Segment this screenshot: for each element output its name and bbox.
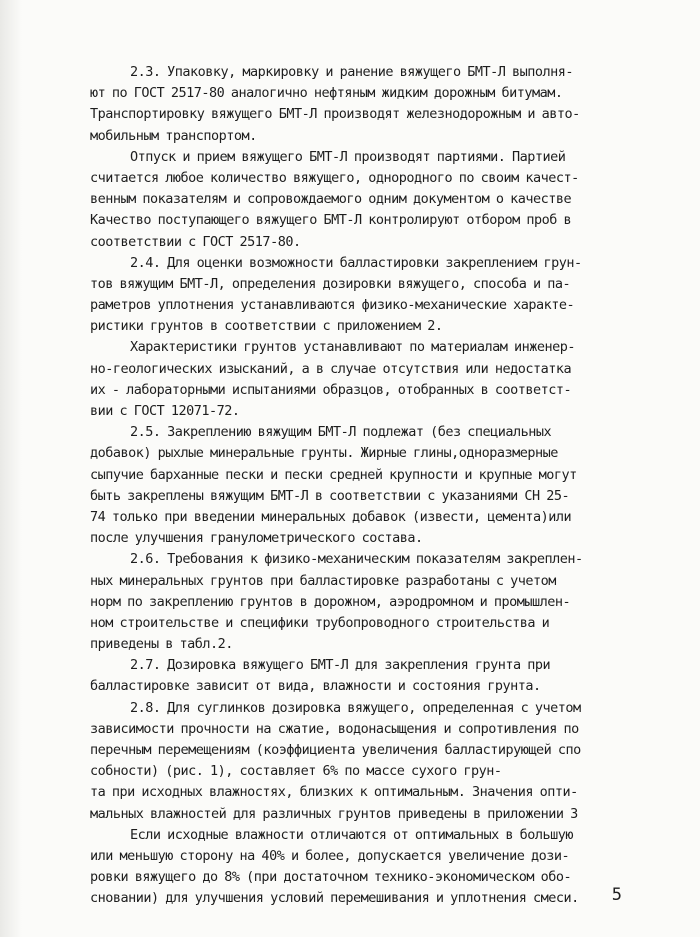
text-line: ристики грунтов в соответствии с приложением 2. [90, 318, 443, 335]
text-line: перечным перемещениям (коэффициента увеличения балластирующей спо [90, 742, 581, 758]
text-line: ровки вяжущего до 8% (при достаточном технико-экономическом обо- [90, 869, 572, 886]
text-line: 2.4. Для оценки возможности балластировки закреплением грун- [130, 254, 582, 271]
text-line: или меньшую сторону на 40% и более, допускается увеличение дози- [90, 847, 570, 864]
document-text-body [90, 62, 636, 910]
text-line: вии с ГОСТ 12071-72. [90, 403, 240, 419]
text-line: мальных влажностей для различных грунтов приведены в приложении 3 [90, 805, 578, 822]
text-line: та при исходных влажностях, близких к оптимальным. Значения опти- [90, 784, 578, 801]
text-line: зависимости прочности на сжатие, водонасыщения и сопротивления по [90, 720, 579, 737]
text-line: ют по ГОСТ 2517-80 аналогично нефтяным жидким дорожным битумам. [90, 85, 563, 102]
text-line: венным показателям и сопровождаемого одним документом о качестве [90, 191, 572, 208]
text-line: Транспортировку вяжущего БМТ-Л производят железнодорожным и авто- [90, 106, 580, 123]
text-line: 2.7. Дозировка вяжущего БМТ-Л для закрепления грунта при [130, 657, 551, 674]
text-line: после улучшения гранулометрического состава. [90, 530, 423, 547]
text-line: их - лабораторными испытаниями образцов, отобранных в соответст- [90, 381, 572, 398]
text-line: считается любое количество вяжущего, однородного по своим качест- [90, 169, 579, 186]
scan-edge-shadow [0, 0, 22, 937]
text-line: добавок) рыхлые минеральные грунты. Жирные глины,одноразмерные [90, 445, 558, 462]
text-line: раметров уплотнения устанавливаются физико-механические характе- [90, 297, 575, 314]
text-line: соответствии с ГОСТ 2517-80. [90, 233, 301, 250]
text-line: сыпучие барханные пески и пески средней крупности и крупные могут [90, 466, 577, 483]
text-line: но-геологических изысканий, а в случае отсутствия или недостатка [90, 360, 572, 377]
text-line: 2.3. Упаковку, маркировку и ранение вяжущего БМТ-Л выполня- [130, 64, 574, 80]
text-line: 74 только при введении минеральных добавок (извести, цемента)или [90, 508, 572, 525]
page-number: 5 [611, 885, 622, 905]
text-line: тов вяжущим БМТ-Л, определения дозировки вяжущего, способа и па- [90, 275, 571, 292]
text-line: 2.6. Требования к физико-механическим показателям закреплен- [130, 551, 583, 568]
text-line: Если исходные влажности отличаются от оптимальных в большую [130, 826, 574, 843]
text-line: быть закреплены вяжущим БМТ-Л в соответствии с указаниями СН 25- [90, 487, 570, 504]
text-line: Характеристики грунтов устанавливают по материалам инженер- [130, 339, 576, 356]
text-line: Качество поступающего вяжущего БМТ-Л контролируют отбором проб в [90, 212, 572, 229]
text-line: ном строительстве и специфики трубопроводного строительства и [90, 614, 550, 631]
text-line: собности) (рис. 1), составляет 6% по массе сухого грун- [90, 763, 502, 780]
text-line: балластировке зависит от вида, влажности и состояния грунта. [90, 678, 541, 695]
text-line: сновании) для улучшения условий перемешивания и уплотнения смеси. [90, 890, 579, 907]
text-line: 2.8. Для суглинков дозировка вяжущего, определенная с учетом [130, 699, 581, 716]
text-line: Отпуск и прием вяжущего БМТ-Л производят партиями. Партией [130, 148, 566, 165]
text-line: норм по закреплению грунтов в дорожном, аэродромном и промышлен- [90, 593, 571, 610]
text-line: мобильным транспортом. [90, 127, 257, 144]
text-line: ных минеральных грунтов при балластировке разработаны с учетом [90, 572, 556, 589]
text-line: 2.5. Закреплению вяжущим БМТ-Л подлежат (без специальных [130, 424, 552, 441]
text-line: приведены в табл.2. [90, 636, 233, 653]
